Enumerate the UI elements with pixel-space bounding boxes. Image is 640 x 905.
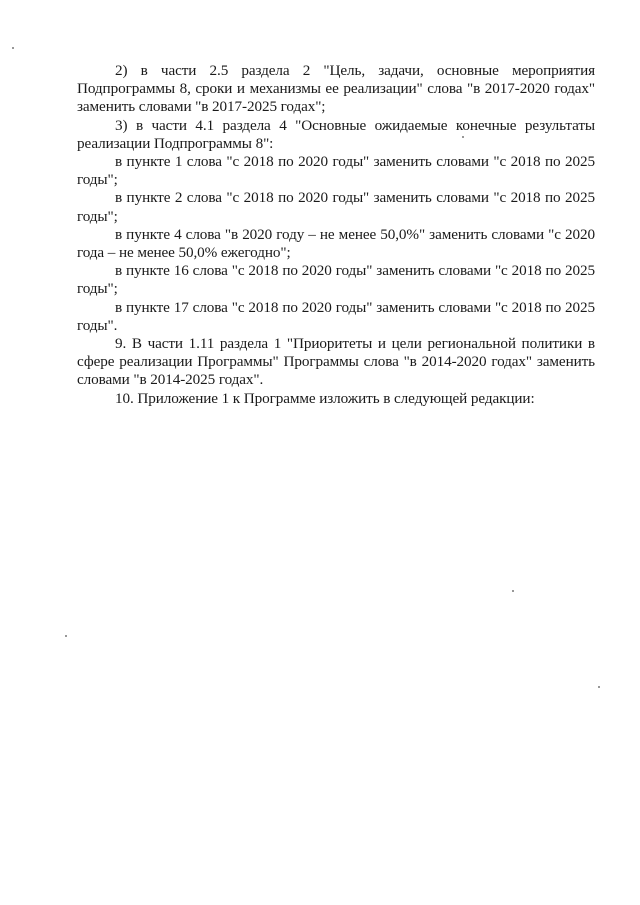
- scan-speck: [462, 136, 464, 138]
- paragraph-point-1: в пункте 1 слова "с 2018 по 2020 годы" заменить словами "с 2018 по 2025 годы";: [77, 153, 595, 189]
- paragraph-section-9: 9. В части 1.11 раздела 1 "Приоритеты и цели региональной политики в сфере реализации Программы" Программы слова "в 2014-2020 годах" заменить словами "в 2014-2025 годах".: [77, 335, 595, 389]
- paragraph-section-10: 10. Приложение 1 к Программе изложить в следующей редакции:: [115, 389, 535, 407]
- scan-speck: [65, 635, 67, 637]
- document-body: [77, 62, 595, 408]
- paragraph-point-16: в пункте 16 слова "с 2018 по 2020 годы" заменить словами "с 2018 по 2025 годы";: [77, 262, 595, 298]
- scan-speck: [598, 686, 600, 688]
- scan-speck: [512, 590, 514, 592]
- paragraph-point-17: в пункте 17 слова "с 2018 по 2020 годы" заменить словами "с 2018 по 2025 годы".: [77, 298, 595, 334]
- paragraph-item-3: 3) в части 4.1 раздела 4 "Основные ожидаемые конечные результаты реализации Подпрограммы 8":: [77, 116, 595, 152]
- paragraph-point-2: в пункте 2 слова "с 2018 по 2020 годы" заменить словами "с 2018 по 2025 годы";: [77, 189, 595, 225]
- paragraph-point-4: в пункте 4 слова "в 2020 году – не менее 50,0%" заменить словами "с 2020 года – не менее 50,0% ежегодно";: [77, 225, 595, 262]
- paragraph-item-2: 2) в части 2.5 раздела 2 "Цель, задачи, основные мероприятия Подпрограммы 8, сроки и механизмы ее реализации" слова "в 2017-2020 годах" заменить словами "в 2017-2025 годах";: [77, 62, 595, 116]
- scan-speck: [12, 47, 14, 49]
